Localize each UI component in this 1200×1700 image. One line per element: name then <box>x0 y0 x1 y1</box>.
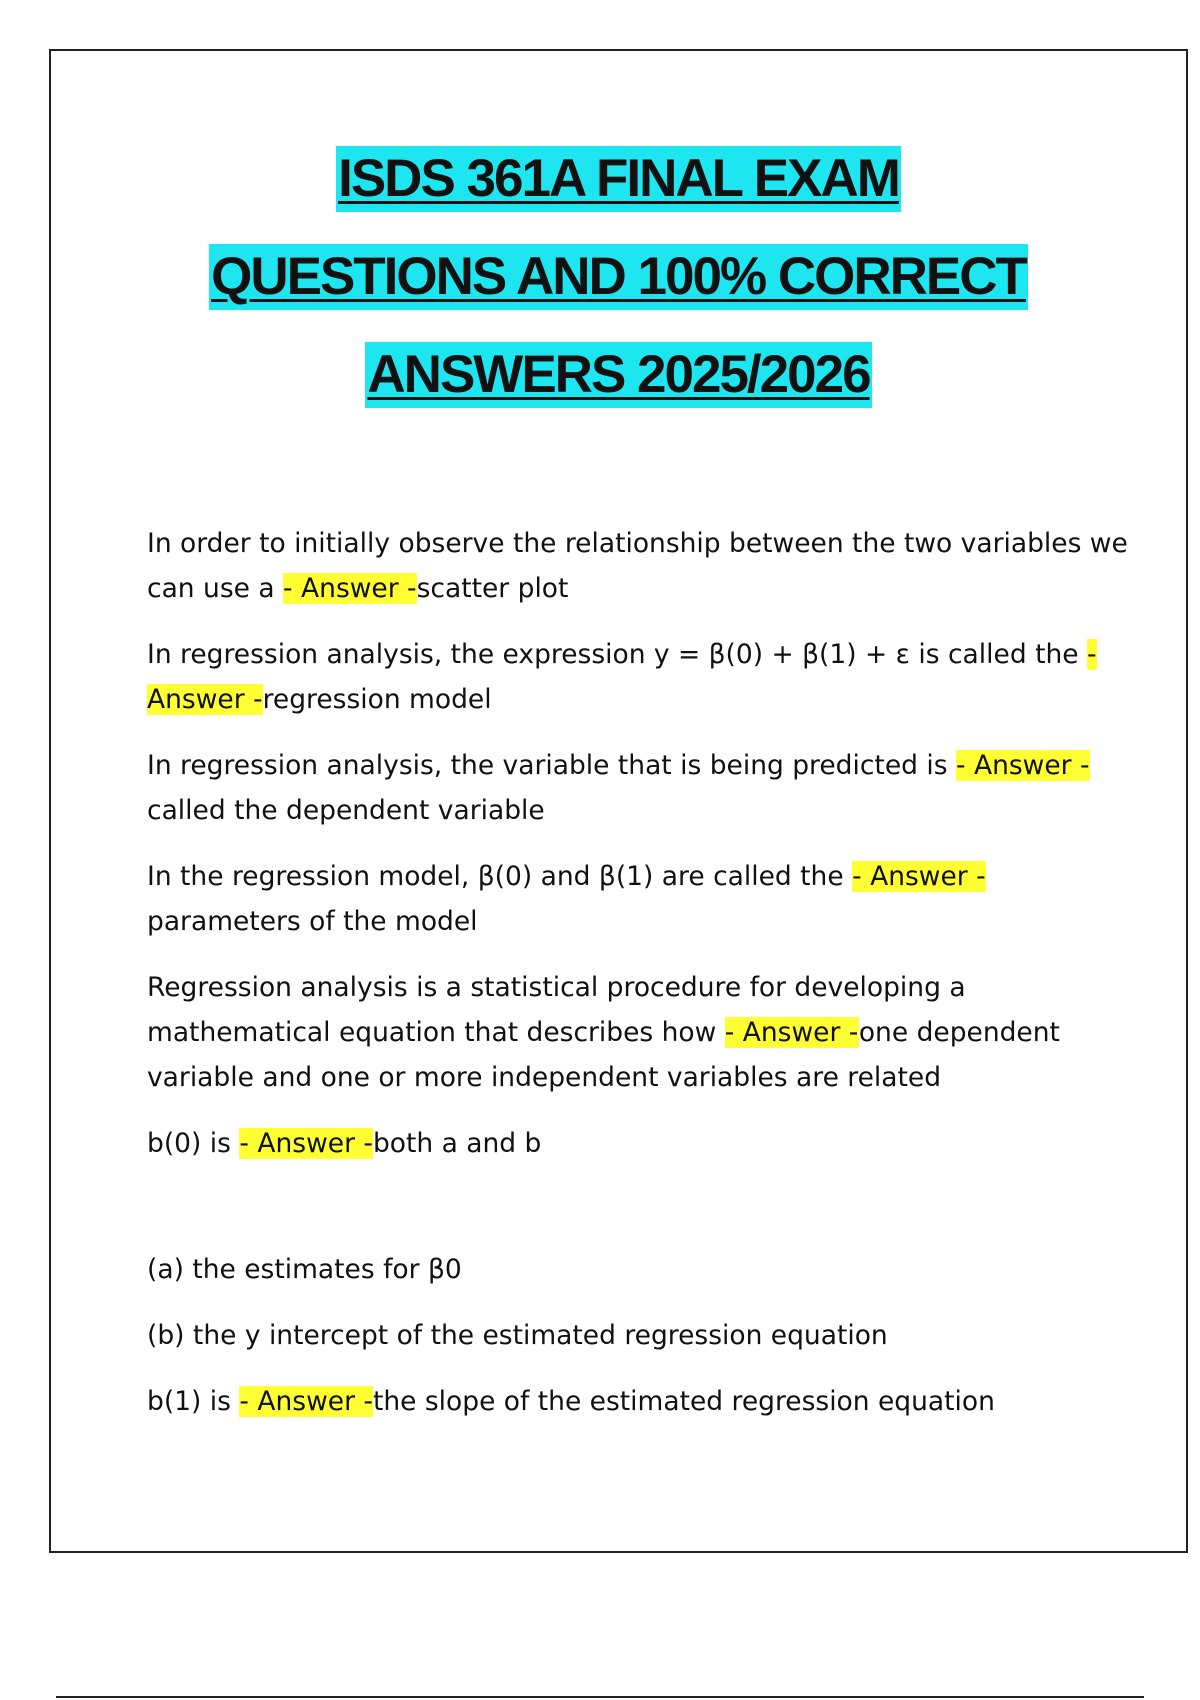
answer-marker: - Answer - <box>724 1017 859 1048</box>
qa-item-3 <box>147 743 1137 833</box>
question-text: b(1) is <box>147 1386 240 1417</box>
answer-text: scatter plot <box>416 573 569 604</box>
qa-item-5 <box>147 965 1137 1100</box>
bottom-rule <box>56 1696 1144 1698</box>
question-text: In regression analysis, the variable that is being predicted is <box>147 750 956 781</box>
question-text: In order to initially observe the relationship between the two variables we can use a <box>147 528 1128 604</box>
document-title <box>51 143 1186 437</box>
question-text: b(0) is <box>147 1128 240 1159</box>
answer-text: called the dependent variable <box>147 795 545 826</box>
answer-text: one dependent variable and one or more independent variables are related <box>147 1017 1060 1093</box>
answer-marker: - Answer - <box>239 1128 373 1159</box>
qa-item-4 <box>147 854 1137 944</box>
question-text: In the regression model, β(0) and β(1) are called the <box>147 861 853 892</box>
qa-item-1 <box>147 521 1137 611</box>
page-frame <box>49 49 1188 1553</box>
title-line-2-row <box>51 241 1186 339</box>
answer-text: the slope of the estimated regression equation <box>372 1386 995 1417</box>
option-b: (b) the y intercept of the estimated regression equation <box>147 1320 888 1351</box>
qa-item-7 <box>147 1379 1137 1424</box>
title-line-3-row <box>51 339 1186 437</box>
title-line-1-row <box>51 143 1186 241</box>
question-text: Regression analysis is a statistical procedure for developing a mathematical equation that describes how <box>147 972 966 1048</box>
question-text: In regression analysis, the expression y = β(0) + β(1) + ε is called the <box>147 639 1087 670</box>
option-a: (a) the estimates for β0 <box>147 1254 462 1285</box>
answer-text: parameters of the model <box>147 906 478 937</box>
qa-item-6 <box>147 1121 1137 1166</box>
answer-text: both a and b <box>372 1128 542 1159</box>
answer-marker: - Answer - <box>283 573 417 604</box>
qa-item-2 <box>147 632 1137 722</box>
answer-marker: - Answer - <box>852 861 986 892</box>
qa-list <box>147 521 1137 1445</box>
answer-marker: - Answer - <box>147 639 1097 715</box>
title-line-2: QUESTIONS AND 100% CORRECT <box>209 244 1028 310</box>
spacer <box>147 1187 1137 1247</box>
title-line-3: ANSWERS 2025/2026 <box>365 342 871 408</box>
answer-marker: - Answer - <box>239 1386 373 1417</box>
title-line-1: ISDS 361A FINAL EXAM <box>336 146 901 212</box>
answer-text: regression model <box>262 684 492 715</box>
answer-marker: - Answer - <box>955 750 1090 781</box>
